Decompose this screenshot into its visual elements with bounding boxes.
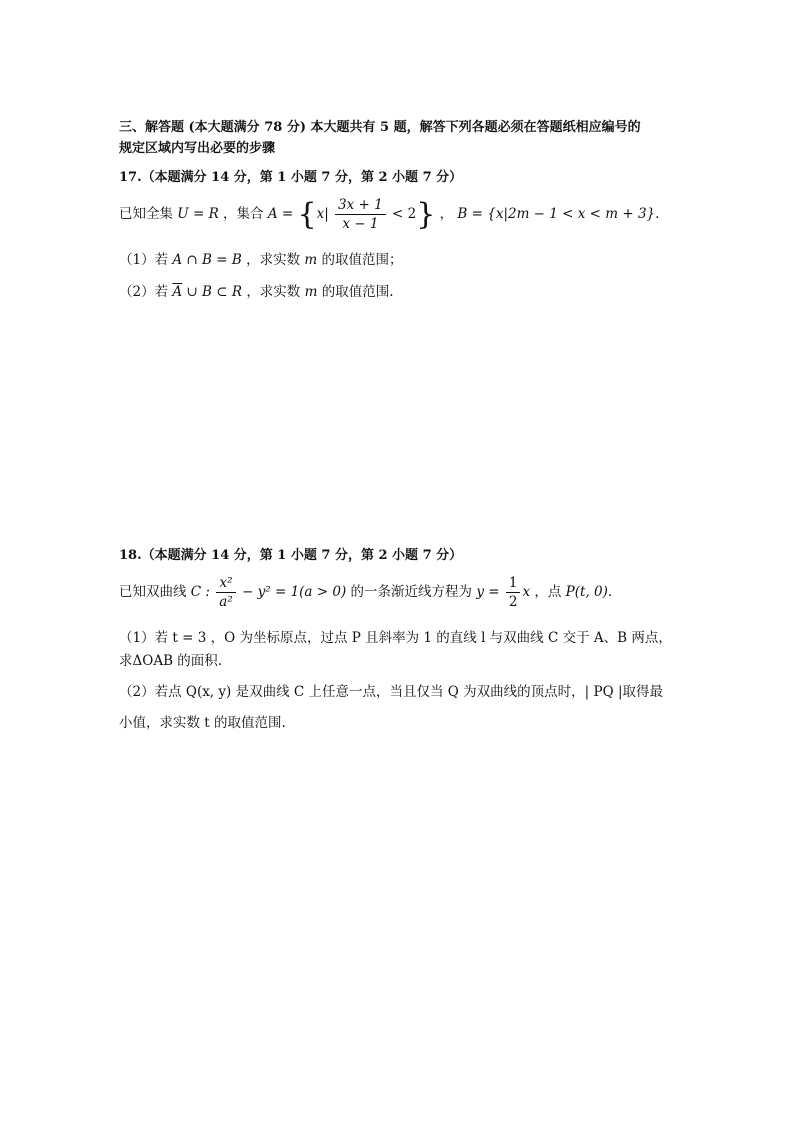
q17-p2-label: （2）若 <box>119 284 169 300</box>
q18-frac-num: x² <box>216 574 235 593</box>
q17-p1-tail1: ，求实数 <box>246 252 301 268</box>
q17-p2-tail1: ，求实数 <box>246 284 301 300</box>
q18-frac-den: a² <box>219 594 233 610</box>
q17-p2-expr: ∪ B ⊂ R <box>182 284 243 300</box>
q17-comma: ， <box>439 206 454 222</box>
q17-lt2: < 2 <box>392 206 417 222</box>
q18-point-p: P(t, 0) <box>565 584 608 600</box>
q17-right-brace: } <box>416 197 436 232</box>
q17-set-var: x| <box>316 206 329 222</box>
section-heading-line2: 规定区域内写出必要的步骤 <box>119 141 276 156</box>
q17-universal-set: U = R <box>177 206 219 222</box>
q18-stem-tail: ，点 <box>534 584 562 600</box>
q17-p1-tail2: 的取值范围； <box>321 252 403 268</box>
q18-asymptote-x: x <box>522 584 531 600</box>
q18-half-num: 1 <box>506 574 521 593</box>
q18-stem-mid: 的一条渐近线方程为 <box>350 584 473 600</box>
q18-stem <box>119 574 612 611</box>
q17-set-b: B = {x|2m − 1 < x < m + 3} <box>457 206 656 222</box>
q17-p1-label: （1）若 <box>119 252 169 268</box>
q18-part1-line1: （1）若 t = 3 ，O 为坐标原点，过点 P 且斜率为 1 的直线 l 与双曲线 C 交于 A、B 两点， <box>119 630 672 646</box>
q17-header: 17.（本题满分 14 分，第 1 小题 7 分，第 2 小题 7 分） <box>119 170 463 185</box>
q17-frac-den: x − 1 <box>342 216 379 232</box>
q17-part1 <box>119 248 402 268</box>
q17-stem-pre: 已知全集 <box>119 206 173 222</box>
q18-header: 18.（本题满分 14 分，第 1 小题 7 分，第 2 小题 7 分） <box>119 548 463 563</box>
q18-period: . <box>607 584 613 600</box>
q18-stem-pre: 已知双曲线 <box>119 584 187 600</box>
q17-frac-num: 3x + 1 <box>335 196 386 215</box>
q17-p2-m: m <box>304 284 318 300</box>
q18-fraction <box>216 574 235 611</box>
q18-asymptote-lhs: y = <box>476 584 500 600</box>
q17-stem-mid: ，集合 <box>223 206 264 222</box>
q18-part2-line2: 小值，求实数 t 的取值范围. <box>119 715 286 731</box>
q18-part1-line2: 求ΔOAB 的面积. <box>119 653 223 669</box>
section-heading-line1: 三、解答题 (本大题满分 78 分) 本大题共有 5 题，解答下列各题必须在答题纸相应编号的 <box>119 120 641 135</box>
q17-stem <box>119 196 659 233</box>
q18-half-fraction <box>506 574 521 611</box>
q18-curve-label: C : <box>190 584 210 600</box>
q17-part2 <box>119 280 394 300</box>
q17-fraction <box>335 196 386 233</box>
q18-half-den: 2 <box>508 594 518 610</box>
q18-part2-line1: （2）若点 Q(x, y) 是双曲线 C 上任意一点，当且仅当 Q 为双曲线的顶点时，| PQ |取得最 <box>119 684 663 700</box>
q17-left-brace: { <box>297 197 317 232</box>
q17-p1-expr: A ∩ B = B <box>172 252 242 268</box>
q18-equation: − y² = 1(a > 0) <box>242 584 347 600</box>
q17-period: . <box>655 206 660 222</box>
q17-p2-a-complement: $\overline{A}$ <box>172 284 183 300</box>
q17-p2-tail2: 的取值范围. <box>321 284 394 300</box>
q17-set-a-label: A = <box>267 206 294 222</box>
q17-p1-m: m <box>304 252 318 268</box>
